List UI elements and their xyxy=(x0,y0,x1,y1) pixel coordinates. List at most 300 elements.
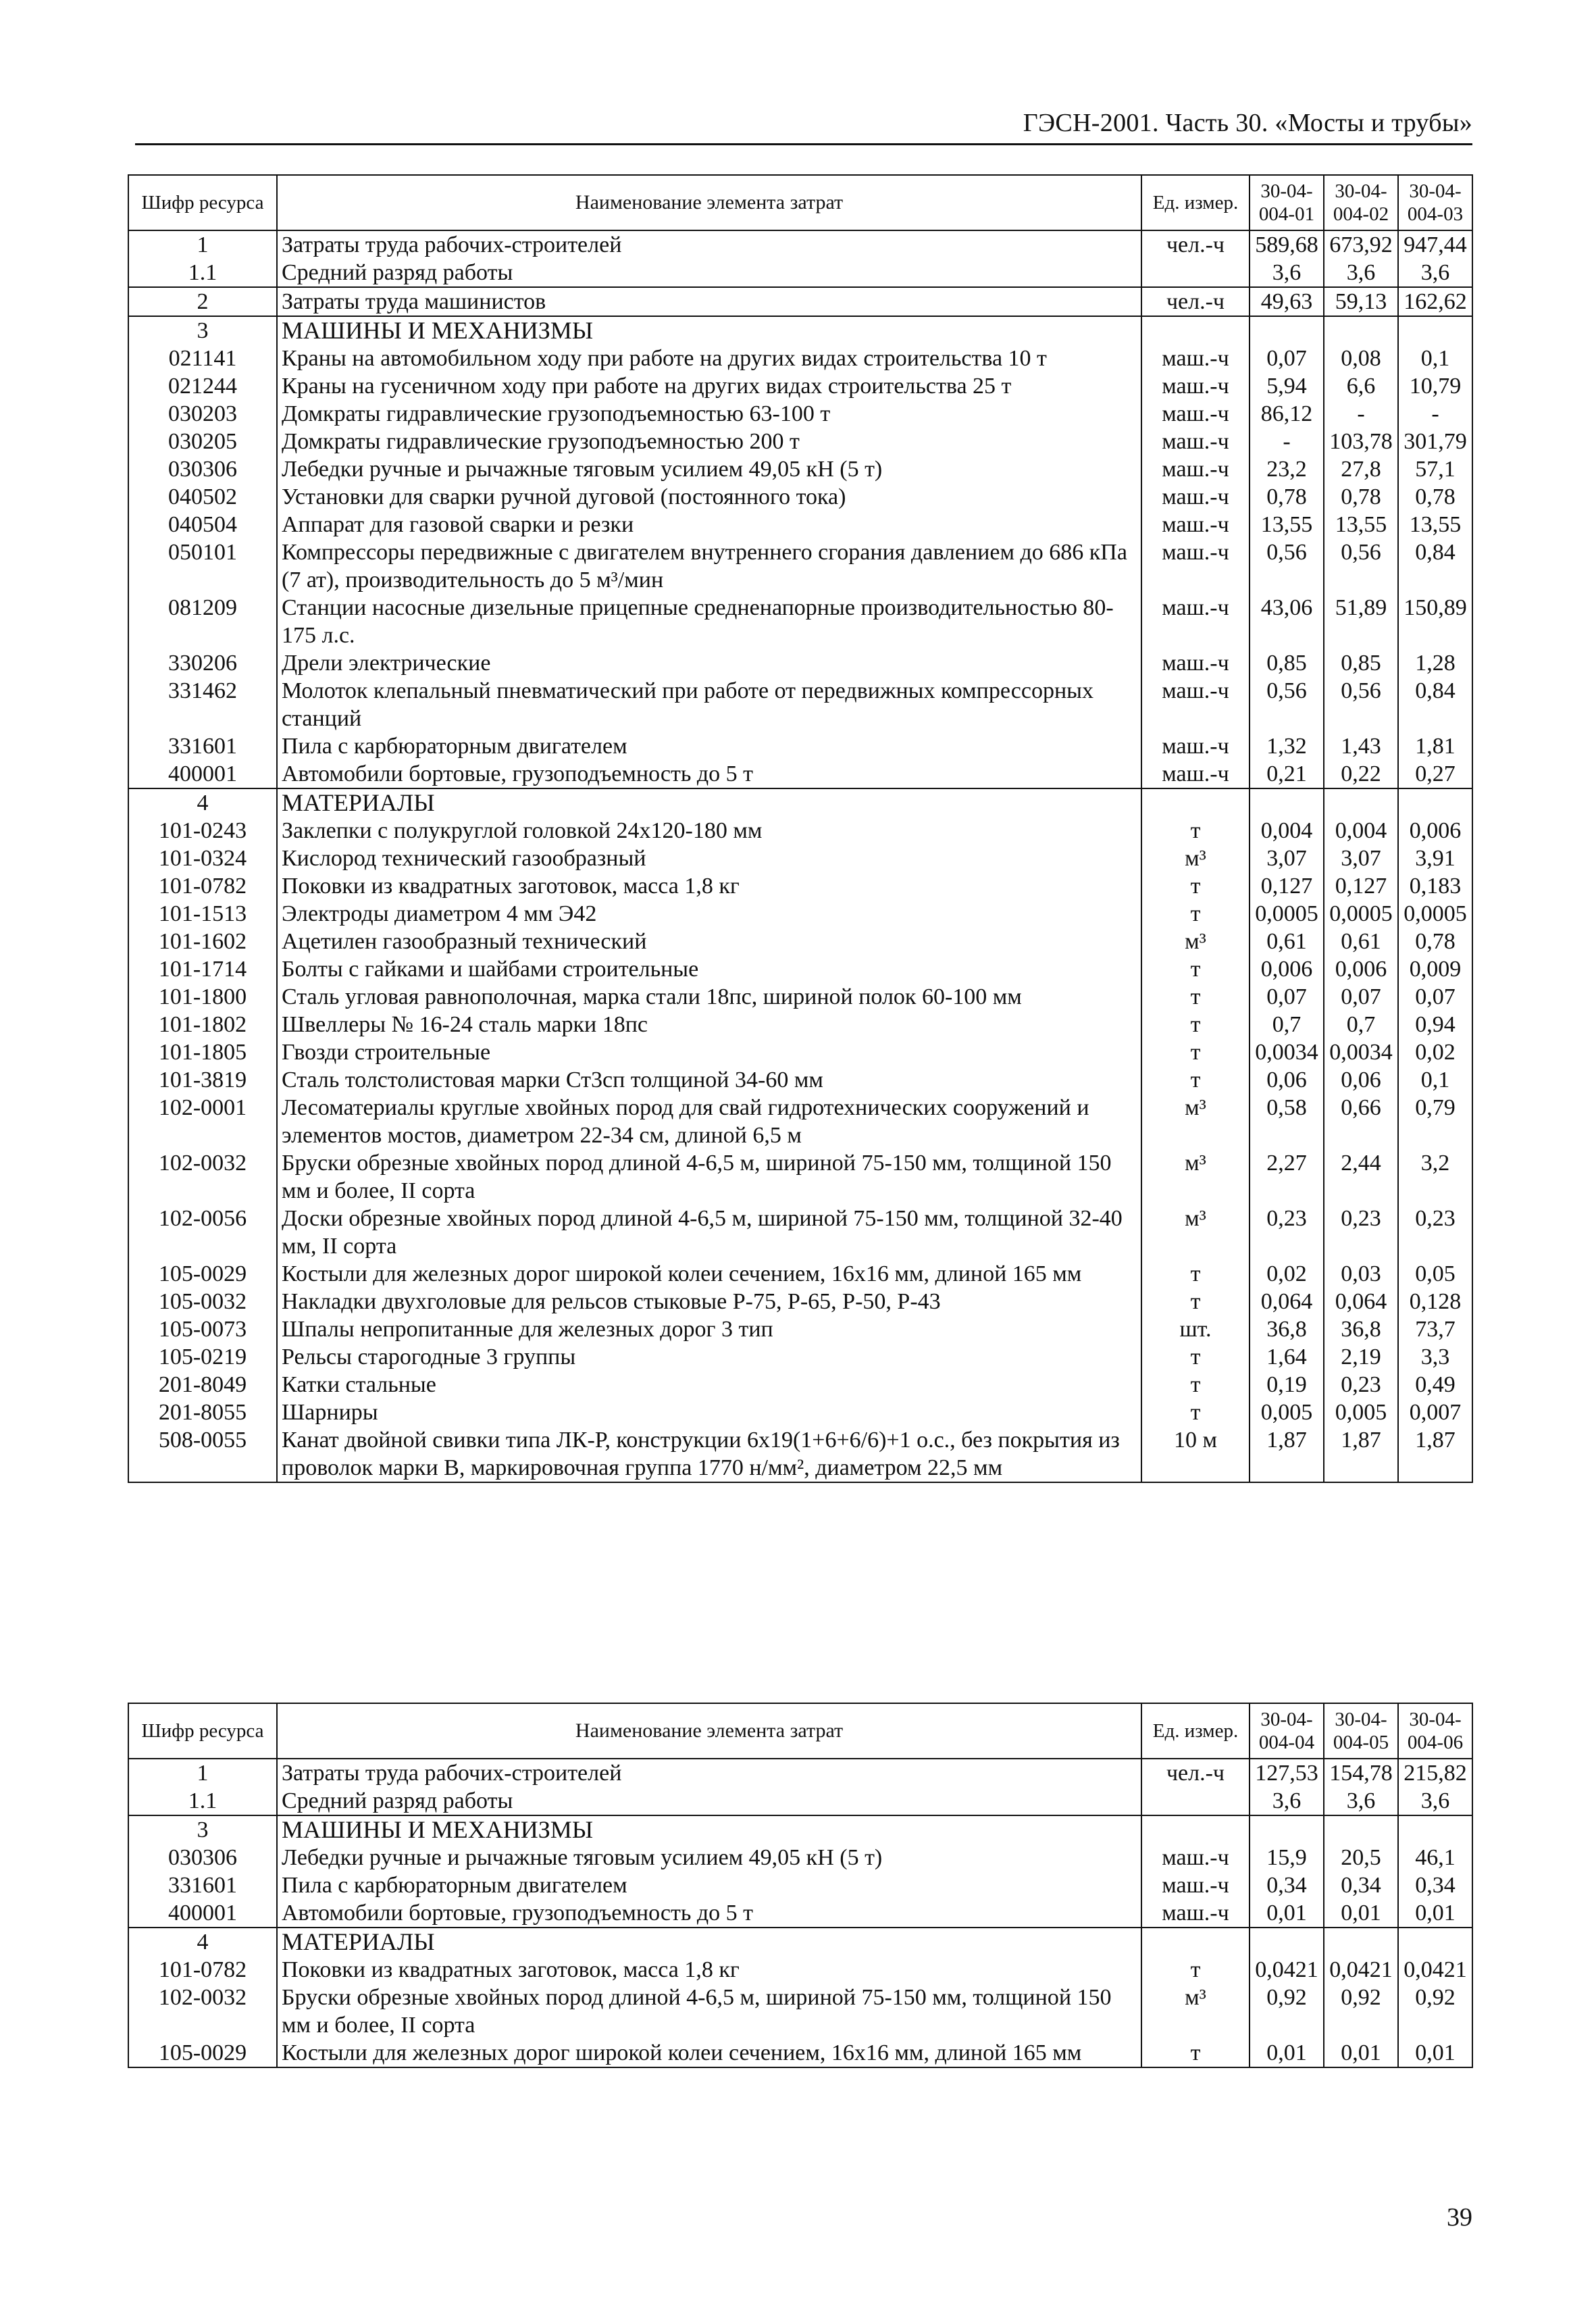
unit-cell xyxy=(1141,316,1250,345)
table-row xyxy=(128,1149,1472,1205)
resource-name: Краны на автомобильном ходу при работе на других видах строительства 10 т xyxy=(277,345,1141,372)
value-col-2: 1,87 xyxy=(1324,1426,1398,1482)
resource-name: Дрели электрические xyxy=(277,649,1141,677)
value-col-3: 0,07 xyxy=(1398,983,1472,1011)
value-col-1: 0,23 xyxy=(1250,1205,1324,1260)
value-col-1: 589,68 xyxy=(1250,230,1324,259)
value-col-3 xyxy=(1398,1928,1472,1956)
value-col-2: 0,23 xyxy=(1324,1205,1398,1260)
table-row xyxy=(128,1844,1472,1871)
resource-code: 102-0001 xyxy=(128,1094,277,1149)
resource-code: 3 xyxy=(128,1815,277,1844)
header-col-1: 30-04-004-01 xyxy=(1250,175,1324,230)
value-col-1: 0,01 xyxy=(1250,1899,1324,1928)
value-col-2: 51,89 xyxy=(1324,594,1398,649)
value-col-3: 0,79 xyxy=(1398,1094,1472,1149)
resource-code: 400001 xyxy=(128,760,277,788)
value-col-2: 1,43 xyxy=(1324,732,1398,760)
resource-code: 030306 xyxy=(128,455,277,483)
value-col-1: 0,0421 xyxy=(1250,1956,1324,1984)
resource-code: 040502 xyxy=(128,483,277,511)
unit-cell: м³ xyxy=(1141,1984,1250,2039)
value-col-3: 0,23 xyxy=(1398,1205,1472,1260)
table-row xyxy=(128,594,1472,649)
unit-cell: маш.-ч xyxy=(1141,677,1250,732)
resource-code: 102-0032 xyxy=(128,1149,277,1205)
value-col-1: 5,94 xyxy=(1250,372,1324,400)
resource-name: Швеллеры № 16-24 сталь марки 18пс xyxy=(277,1011,1141,1038)
value-col-1 xyxy=(1250,1815,1324,1844)
value-col-1: 49,63 xyxy=(1250,287,1324,316)
unit-cell: т xyxy=(1141,1343,1250,1371)
resource-name: Лесоматериалы круглые хвойных пород для свай гидротехнических сооружений и элементов мостов, диаметром 22-34 см, длиной 6,5 м xyxy=(277,1094,1141,1149)
table-header-row xyxy=(128,1703,1472,1759)
table-row xyxy=(128,1426,1472,1482)
value-col-3: 0,0005 xyxy=(1398,900,1472,928)
resource-code: 101-1714 xyxy=(128,955,277,983)
unit-cell xyxy=(1141,788,1250,817)
resource-name: Средний разряд работы xyxy=(277,1787,1141,1815)
value-col-2: 0,03 xyxy=(1324,1260,1398,1288)
value-col-3: 57,1 xyxy=(1398,455,1472,483)
resource-code: 1 xyxy=(128,230,277,259)
table-row xyxy=(128,732,1472,760)
value-col-1: 3,07 xyxy=(1250,845,1324,872)
value-col-3: 13,55 xyxy=(1398,511,1472,538)
value-col-1: 0,064 xyxy=(1250,1288,1324,1315)
resource-name: Молоток клепальный пневматический при работе от передвижных компрессорных станций xyxy=(277,677,1141,732)
table-row xyxy=(128,1038,1472,1066)
value-col-3: 1,28 xyxy=(1398,649,1472,677)
table-row xyxy=(128,1011,1472,1038)
resource-code: 021244 xyxy=(128,372,277,400)
value-col-1: 0,92 xyxy=(1250,1984,1324,2039)
table-row xyxy=(128,1399,1472,1426)
resource-name: Лебедки ручные и рычажные тяговым усилием 49,05 кН (5 т) xyxy=(277,1844,1141,1871)
table-row xyxy=(128,1260,1472,1288)
unit-cell: т xyxy=(1141,955,1250,983)
value-col-1: 127,53 xyxy=(1250,1759,1324,1787)
resource-code: 081209 xyxy=(128,594,277,649)
table-row xyxy=(128,677,1472,732)
value-col-2 xyxy=(1324,788,1398,817)
resource-table-1 xyxy=(128,174,1473,1483)
resource-code: 101-3819 xyxy=(128,1066,277,1094)
unit-cell: т xyxy=(1141,1399,1250,1426)
value-col-1: 1,87 xyxy=(1250,1426,1324,1482)
table-row xyxy=(128,1288,1472,1315)
table-row xyxy=(128,1984,1472,2039)
resource-name: Поковки из квадратных заготовок, масса 1,8 кг xyxy=(277,872,1141,900)
value-col-2 xyxy=(1324,1928,1398,1956)
unit-cell: т xyxy=(1141,900,1250,928)
value-col-2: 0,66 xyxy=(1324,1094,1398,1149)
value-col-1: 0,004 xyxy=(1250,817,1324,845)
resource-name: Костыли для железных дорог широкой колеи сечением, 16х16 мм, длиной 165 мм xyxy=(277,2039,1141,2067)
resource-name: Канат двойной свивки типа ЛК-Р, конструкции 6х19(1+6+6/6)+1 о.с., без покрытия из проволок марки В, маркировочная группа 1770 н/мм², диаметром 22,5 мм xyxy=(277,1426,1141,1482)
resource-code: 2 xyxy=(128,287,277,316)
table-row xyxy=(128,845,1472,872)
value-col-2: 3,6 xyxy=(1324,259,1398,287)
value-col-3: 150,89 xyxy=(1398,594,1472,649)
value-col-3: 0,34 xyxy=(1398,1871,1472,1899)
value-col-1: 3,6 xyxy=(1250,1787,1324,1815)
value-col-2: 59,13 xyxy=(1324,287,1398,316)
value-col-2: 0,85 xyxy=(1324,649,1398,677)
resource-name: Пила с карбюраторным двигателем xyxy=(277,1871,1141,1899)
value-col-3: 947,44 xyxy=(1398,230,1472,259)
resource-code: 101-0324 xyxy=(128,845,277,872)
value-col-1: 0,005 xyxy=(1250,1399,1324,1426)
header-col-3: 30-04-004-06 xyxy=(1398,1703,1472,1759)
value-col-2 xyxy=(1324,316,1398,345)
unit-cell: маш.-ч xyxy=(1141,483,1250,511)
unit-cell: шт. xyxy=(1141,1315,1250,1343)
unit-cell: маш.-ч xyxy=(1141,538,1250,594)
table-row xyxy=(128,1787,1472,1815)
value-col-3: 0,1 xyxy=(1398,345,1472,372)
resource-name: Гвозди строительные xyxy=(277,1038,1141,1066)
value-col-1: 23,2 xyxy=(1250,455,1324,483)
value-col-3: 0,27 xyxy=(1398,760,1472,788)
resource-code: 101-0243 xyxy=(128,817,277,845)
value-col-3: 73,7 xyxy=(1398,1315,1472,1343)
value-col-2: 0,06 xyxy=(1324,1066,1398,1094)
resource-name: Доски обрезные хвойных пород длиной 4-6,5 м, шириной 75-150 мм, толщиной 32-40 мм, II сорта xyxy=(277,1205,1141,1260)
unit-cell xyxy=(1141,1815,1250,1844)
unit-cell: т xyxy=(1141,1956,1250,1984)
resource-name: Затраты труда рабочих-строителей xyxy=(277,1759,1141,1787)
value-col-3 xyxy=(1398,788,1472,817)
resource-code: 101-1602 xyxy=(128,928,277,955)
header-col-1: 30-04-004-04 xyxy=(1250,1703,1324,1759)
value-col-2 xyxy=(1324,1815,1398,1844)
resource-name: Рельсы старогодные 3 группы xyxy=(277,1343,1141,1371)
resource-name: Накладки двухголовые для рельсов стыковые Р-75, Р-65, Р-50, Р-43 xyxy=(277,1288,1141,1315)
value-col-1: 13,55 xyxy=(1250,511,1324,538)
unit-cell: т xyxy=(1141,1011,1250,1038)
table-row xyxy=(128,1315,1472,1343)
unit-cell: маш.-ч xyxy=(1141,1844,1250,1871)
value-col-3: 0,94 xyxy=(1398,1011,1472,1038)
value-col-3: 0,006 xyxy=(1398,817,1472,845)
value-col-3: 0,02 xyxy=(1398,1038,1472,1066)
table-row xyxy=(128,928,1472,955)
header-code: Шифр ресурса xyxy=(128,1703,277,1759)
value-col-3: 0,01 xyxy=(1398,2039,1472,2067)
unit-cell xyxy=(1141,259,1250,287)
header-unit: Ед. измер. xyxy=(1141,175,1250,230)
value-col-3: 46,1 xyxy=(1398,1844,1472,1871)
unit-cell: маш.-ч xyxy=(1141,511,1250,538)
unit-cell: маш.-ч xyxy=(1141,345,1250,372)
value-col-1: 0,58 xyxy=(1250,1094,1324,1149)
resource-name: Домкраты гидравлические грузоподъемностью 200 т xyxy=(277,428,1141,455)
value-col-3: 0,0421 xyxy=(1398,1956,1472,1984)
value-col-1: 0,0034 xyxy=(1250,1038,1324,1066)
value-col-1 xyxy=(1250,788,1324,817)
value-col-2: 36,8 xyxy=(1324,1315,1398,1343)
value-col-3: 1,81 xyxy=(1398,732,1472,760)
value-col-2: 0,0034 xyxy=(1324,1038,1398,1066)
header-col-2: 30-04-004-05 xyxy=(1324,1703,1398,1759)
resource-code: 105-0219 xyxy=(128,1343,277,1371)
resource-name: Краны на гусеничном ходу при работе на других видах строительства 25 т xyxy=(277,372,1141,400)
resource-name: МАТЕРИАЛЫ xyxy=(277,788,1141,817)
header-name: Наименование элемента затрат xyxy=(277,175,1141,230)
resource-code: 040504 xyxy=(128,511,277,538)
unit-cell: маш.-ч xyxy=(1141,760,1250,788)
resource-name: Затраты труда машинистов xyxy=(277,287,1141,316)
unit-cell xyxy=(1141,1928,1250,1956)
unit-cell: м³ xyxy=(1141,1205,1250,1260)
resource-name: Лебедки ручные и рычажные тяговым усилием 49,05 кН (5 т) xyxy=(277,455,1141,483)
value-col-2: 0,56 xyxy=(1324,538,1398,594)
value-col-3: 0,007 xyxy=(1398,1399,1472,1426)
resource-name: Станции насосные дизельные прицепные средненапорные производительностью 80-175 л.с. xyxy=(277,594,1141,649)
table-row xyxy=(128,511,1472,538)
value-col-2: 13,55 xyxy=(1324,511,1398,538)
table-row xyxy=(128,983,1472,1011)
value-col-1: 3,6 xyxy=(1250,259,1324,287)
header-col-2: 30-04-004-02 xyxy=(1324,175,1398,230)
table-row xyxy=(128,1759,1472,1787)
resource-table-2 xyxy=(128,1703,1473,2068)
resource-code: 331601 xyxy=(128,732,277,760)
value-col-2: 0,005 xyxy=(1324,1399,1398,1426)
value-col-1: 0,006 xyxy=(1250,955,1324,983)
value-col-1 xyxy=(1250,316,1324,345)
unit-cell: т xyxy=(1141,1371,1250,1399)
resource-name: Шпалы непропитанные для железных дорог 3 тип xyxy=(277,1315,1141,1343)
value-col-2: 0,01 xyxy=(1324,1899,1398,1928)
table-header-row xyxy=(128,175,1472,230)
resource-code: 400001 xyxy=(128,1899,277,1928)
value-col-1: 36,8 xyxy=(1250,1315,1324,1343)
resource-name: Затраты труда рабочих-строителей xyxy=(277,230,1141,259)
value-col-1: 1,32 xyxy=(1250,732,1324,760)
table-row xyxy=(128,1815,1472,1844)
value-col-1: 1,64 xyxy=(1250,1343,1324,1371)
resource-code: 201-8049 xyxy=(128,1371,277,1399)
resource-code: 030306 xyxy=(128,1844,277,1871)
unit-cell: м³ xyxy=(1141,1094,1250,1149)
value-col-1: 0,34 xyxy=(1250,1871,1324,1899)
value-col-2: 0,0421 xyxy=(1324,1956,1398,1984)
unit-cell: чел.-ч xyxy=(1141,230,1250,259)
resource-code: 331462 xyxy=(128,677,277,732)
value-col-2: 673,92 xyxy=(1324,230,1398,259)
value-col-1: 0,07 xyxy=(1250,983,1324,1011)
resource-name: Домкраты гидравлические грузоподъемностью 63-100 т xyxy=(277,400,1141,428)
unit-cell: чел.-ч xyxy=(1141,287,1250,316)
value-col-3: 0,78 xyxy=(1398,483,1472,511)
unit-cell: т xyxy=(1141,1288,1250,1315)
value-col-3: 0,84 xyxy=(1398,677,1472,732)
resource-name: Катки стальные xyxy=(277,1371,1141,1399)
value-col-1: 0,78 xyxy=(1250,483,1324,511)
unit-cell: м³ xyxy=(1141,845,1250,872)
unit-cell: маш.-ч xyxy=(1141,594,1250,649)
unit-cell: 10 м xyxy=(1141,1426,1250,1482)
resource-name: Аппарат для газовой сварки и резки xyxy=(277,511,1141,538)
resource-name: Пила с карбюраторным двигателем xyxy=(277,732,1141,760)
value-col-2: 27,8 xyxy=(1324,455,1398,483)
unit-cell: чел.-ч xyxy=(1141,1759,1250,1787)
table-row xyxy=(128,287,1472,316)
value-col-2: - xyxy=(1324,400,1398,428)
resource-code: 1.1 xyxy=(128,1787,277,1815)
value-col-1: 0,127 xyxy=(1250,872,1324,900)
value-col-2: 0,006 xyxy=(1324,955,1398,983)
unit-cell xyxy=(1141,1787,1250,1815)
value-col-2: 0,01 xyxy=(1324,2039,1398,2067)
unit-cell: т xyxy=(1141,1066,1250,1094)
table-row xyxy=(128,955,1472,983)
unit-cell: т xyxy=(1141,1260,1250,1288)
table-row xyxy=(128,1899,1472,1928)
resource-name: Компрессоры передвижные с двигателем внутреннего сгорания давлением до 686 кПа (7 ат), производительность до 5 м³/мин xyxy=(277,538,1141,594)
value-col-1: 0,01 xyxy=(1250,2039,1324,2067)
table-row xyxy=(128,1205,1472,1260)
value-col-2: 0,56 xyxy=(1324,677,1398,732)
resource-name: Костыли для железных дорог широкой колеи сечением, 16х16 мм, длиной 165 мм xyxy=(277,1260,1141,1288)
resource-code: 101-1805 xyxy=(128,1038,277,1066)
unit-cell: маш.-ч xyxy=(1141,400,1250,428)
value-col-2: 0,064 xyxy=(1324,1288,1398,1315)
resource-name: Сталь угловая равнополочная, марка стали 18пс, шириной полок 60-100 мм xyxy=(277,983,1141,1011)
table-row xyxy=(128,1371,1472,1399)
unit-cell: т xyxy=(1141,983,1250,1011)
value-col-1: 86,12 xyxy=(1250,400,1324,428)
value-col-2: 154,78 xyxy=(1324,1759,1398,1787)
resource-name: Средний разряд работы xyxy=(277,259,1141,287)
value-col-3: 1,87 xyxy=(1398,1426,1472,1482)
value-col-2: 0,07 xyxy=(1324,983,1398,1011)
header-unit: Ед. измер. xyxy=(1141,1703,1250,1759)
resource-code: 101-1800 xyxy=(128,983,277,1011)
value-col-2: 6,6 xyxy=(1324,372,1398,400)
header-code: Шифр ресурса xyxy=(128,175,277,230)
resource-name: Автомобили бортовые, грузоподъемность до 5 т xyxy=(277,760,1141,788)
table-row xyxy=(128,230,1472,259)
resource-code: 050101 xyxy=(128,538,277,594)
unit-cell: маш.-ч xyxy=(1141,1899,1250,1928)
value-col-2: 2,44 xyxy=(1324,1149,1398,1205)
running-head: ГЭСН-2001. Часть 30. «Мосты и трубы» xyxy=(1023,109,1472,137)
table-row xyxy=(128,428,1472,455)
table-row xyxy=(128,1066,1472,1094)
table-row xyxy=(128,2039,1472,2067)
value-col-3: 10,79 xyxy=(1398,372,1472,400)
value-col-2: 0,34 xyxy=(1324,1871,1398,1899)
header-rule xyxy=(135,143,1472,145)
resource-code: 101-0782 xyxy=(128,872,277,900)
value-col-3: 0,49 xyxy=(1398,1371,1472,1399)
table-row xyxy=(128,345,1472,372)
resource-code: 101-0782 xyxy=(128,1956,277,1984)
resource-code: 101-1513 xyxy=(128,900,277,928)
value-col-3: 0,01 xyxy=(1398,1899,1472,1928)
resource-code: 201-8055 xyxy=(128,1399,277,1426)
resource-code: 508-0055 xyxy=(128,1426,277,1482)
value-col-2: 0,22 xyxy=(1324,760,1398,788)
resource-name: Заклепки с полукруглой головкой 24х120-180 мм xyxy=(277,817,1141,845)
resource-name: МАШИНЫ И МЕХАНИЗМЫ xyxy=(277,316,1141,345)
value-col-3: 215,82 xyxy=(1398,1759,1472,1787)
table-row xyxy=(128,1928,1472,1956)
unit-cell: маш.-ч xyxy=(1141,649,1250,677)
value-col-3: 0,92 xyxy=(1398,1984,1472,2039)
value-col-3: 0,128 xyxy=(1398,1288,1472,1315)
value-col-1: 15,9 xyxy=(1250,1844,1324,1871)
resource-name: Автомобили бортовые, грузоподъемность до 5 т xyxy=(277,1899,1141,1928)
resource-code: 102-0032 xyxy=(128,1984,277,2039)
resource-code: 331601 xyxy=(128,1871,277,1899)
value-col-3: 301,79 xyxy=(1398,428,1472,455)
value-col-2: 0,61 xyxy=(1324,928,1398,955)
unit-cell: т xyxy=(1141,872,1250,900)
resource-code: 3 xyxy=(128,316,277,345)
value-col-3: 162,62 xyxy=(1398,287,1472,316)
value-col-1: 0,07 xyxy=(1250,345,1324,372)
table-row xyxy=(128,316,1472,345)
value-col-2: 0,0005 xyxy=(1324,900,1398,928)
resource-name: Сталь толстолистовая марки Ст3сп толщиной 34-60 мм xyxy=(277,1066,1141,1094)
resource-name: Бруски обрезные хвойных пород длиной 4-6,5 м, шириной 75-150 мм, толщиной 150 мм и более, II сорта xyxy=(277,1149,1141,1205)
resource-name: Болты с гайками и шайбами строительные xyxy=(277,955,1141,983)
resource-name: Установки для сварки ручной дуговой (постоянного тока) xyxy=(277,483,1141,511)
resource-name: МАТЕРИАЛЫ xyxy=(277,1928,1141,1956)
table-row xyxy=(128,455,1472,483)
value-col-2: 0,23 xyxy=(1324,1371,1398,1399)
value-col-3: 0,1 xyxy=(1398,1066,1472,1094)
resource-name: Поковки из квадратных заготовок, масса 1,8 кг xyxy=(277,1956,1141,1984)
value-col-1: 0,7 xyxy=(1250,1011,1324,1038)
resource-name: МАШИНЫ И МЕХАНИЗМЫ xyxy=(277,1815,1141,1844)
value-col-3: 0,009 xyxy=(1398,955,1472,983)
value-col-3: - xyxy=(1398,400,1472,428)
resource-code: 1.1 xyxy=(128,259,277,287)
table-row xyxy=(128,649,1472,677)
value-col-2: 0,78 xyxy=(1324,483,1398,511)
value-col-1: - xyxy=(1250,428,1324,455)
value-col-1: 0,85 xyxy=(1250,649,1324,677)
value-col-2: 0,004 xyxy=(1324,817,1398,845)
value-col-2: 103,78 xyxy=(1324,428,1398,455)
value-col-3: 0,05 xyxy=(1398,1260,1472,1288)
value-col-1: 0,56 xyxy=(1250,677,1324,732)
value-col-2: 0,08 xyxy=(1324,345,1398,372)
resource-code: 030203 xyxy=(128,400,277,428)
unit-cell: м³ xyxy=(1141,928,1250,955)
value-col-3: 3,2 xyxy=(1398,1149,1472,1205)
value-col-3: 3,3 xyxy=(1398,1343,1472,1371)
table-row xyxy=(128,1343,1472,1371)
resource-name: Электроды диаметром 4 мм Э42 xyxy=(277,900,1141,928)
table-row xyxy=(128,872,1472,900)
value-col-1: 0,02 xyxy=(1250,1260,1324,1288)
value-col-2: 0,127 xyxy=(1324,872,1398,900)
resource-code: 4 xyxy=(128,788,277,817)
value-col-2: 0,92 xyxy=(1324,1984,1398,2039)
unit-cell: м³ xyxy=(1141,1149,1250,1205)
header-name: Наименование элемента затрат xyxy=(277,1703,1141,1759)
value-col-3: 3,6 xyxy=(1398,259,1472,287)
table-row xyxy=(128,538,1472,594)
value-col-1: 2,27 xyxy=(1250,1149,1324,1205)
resource-code: 105-0032 xyxy=(128,1288,277,1315)
